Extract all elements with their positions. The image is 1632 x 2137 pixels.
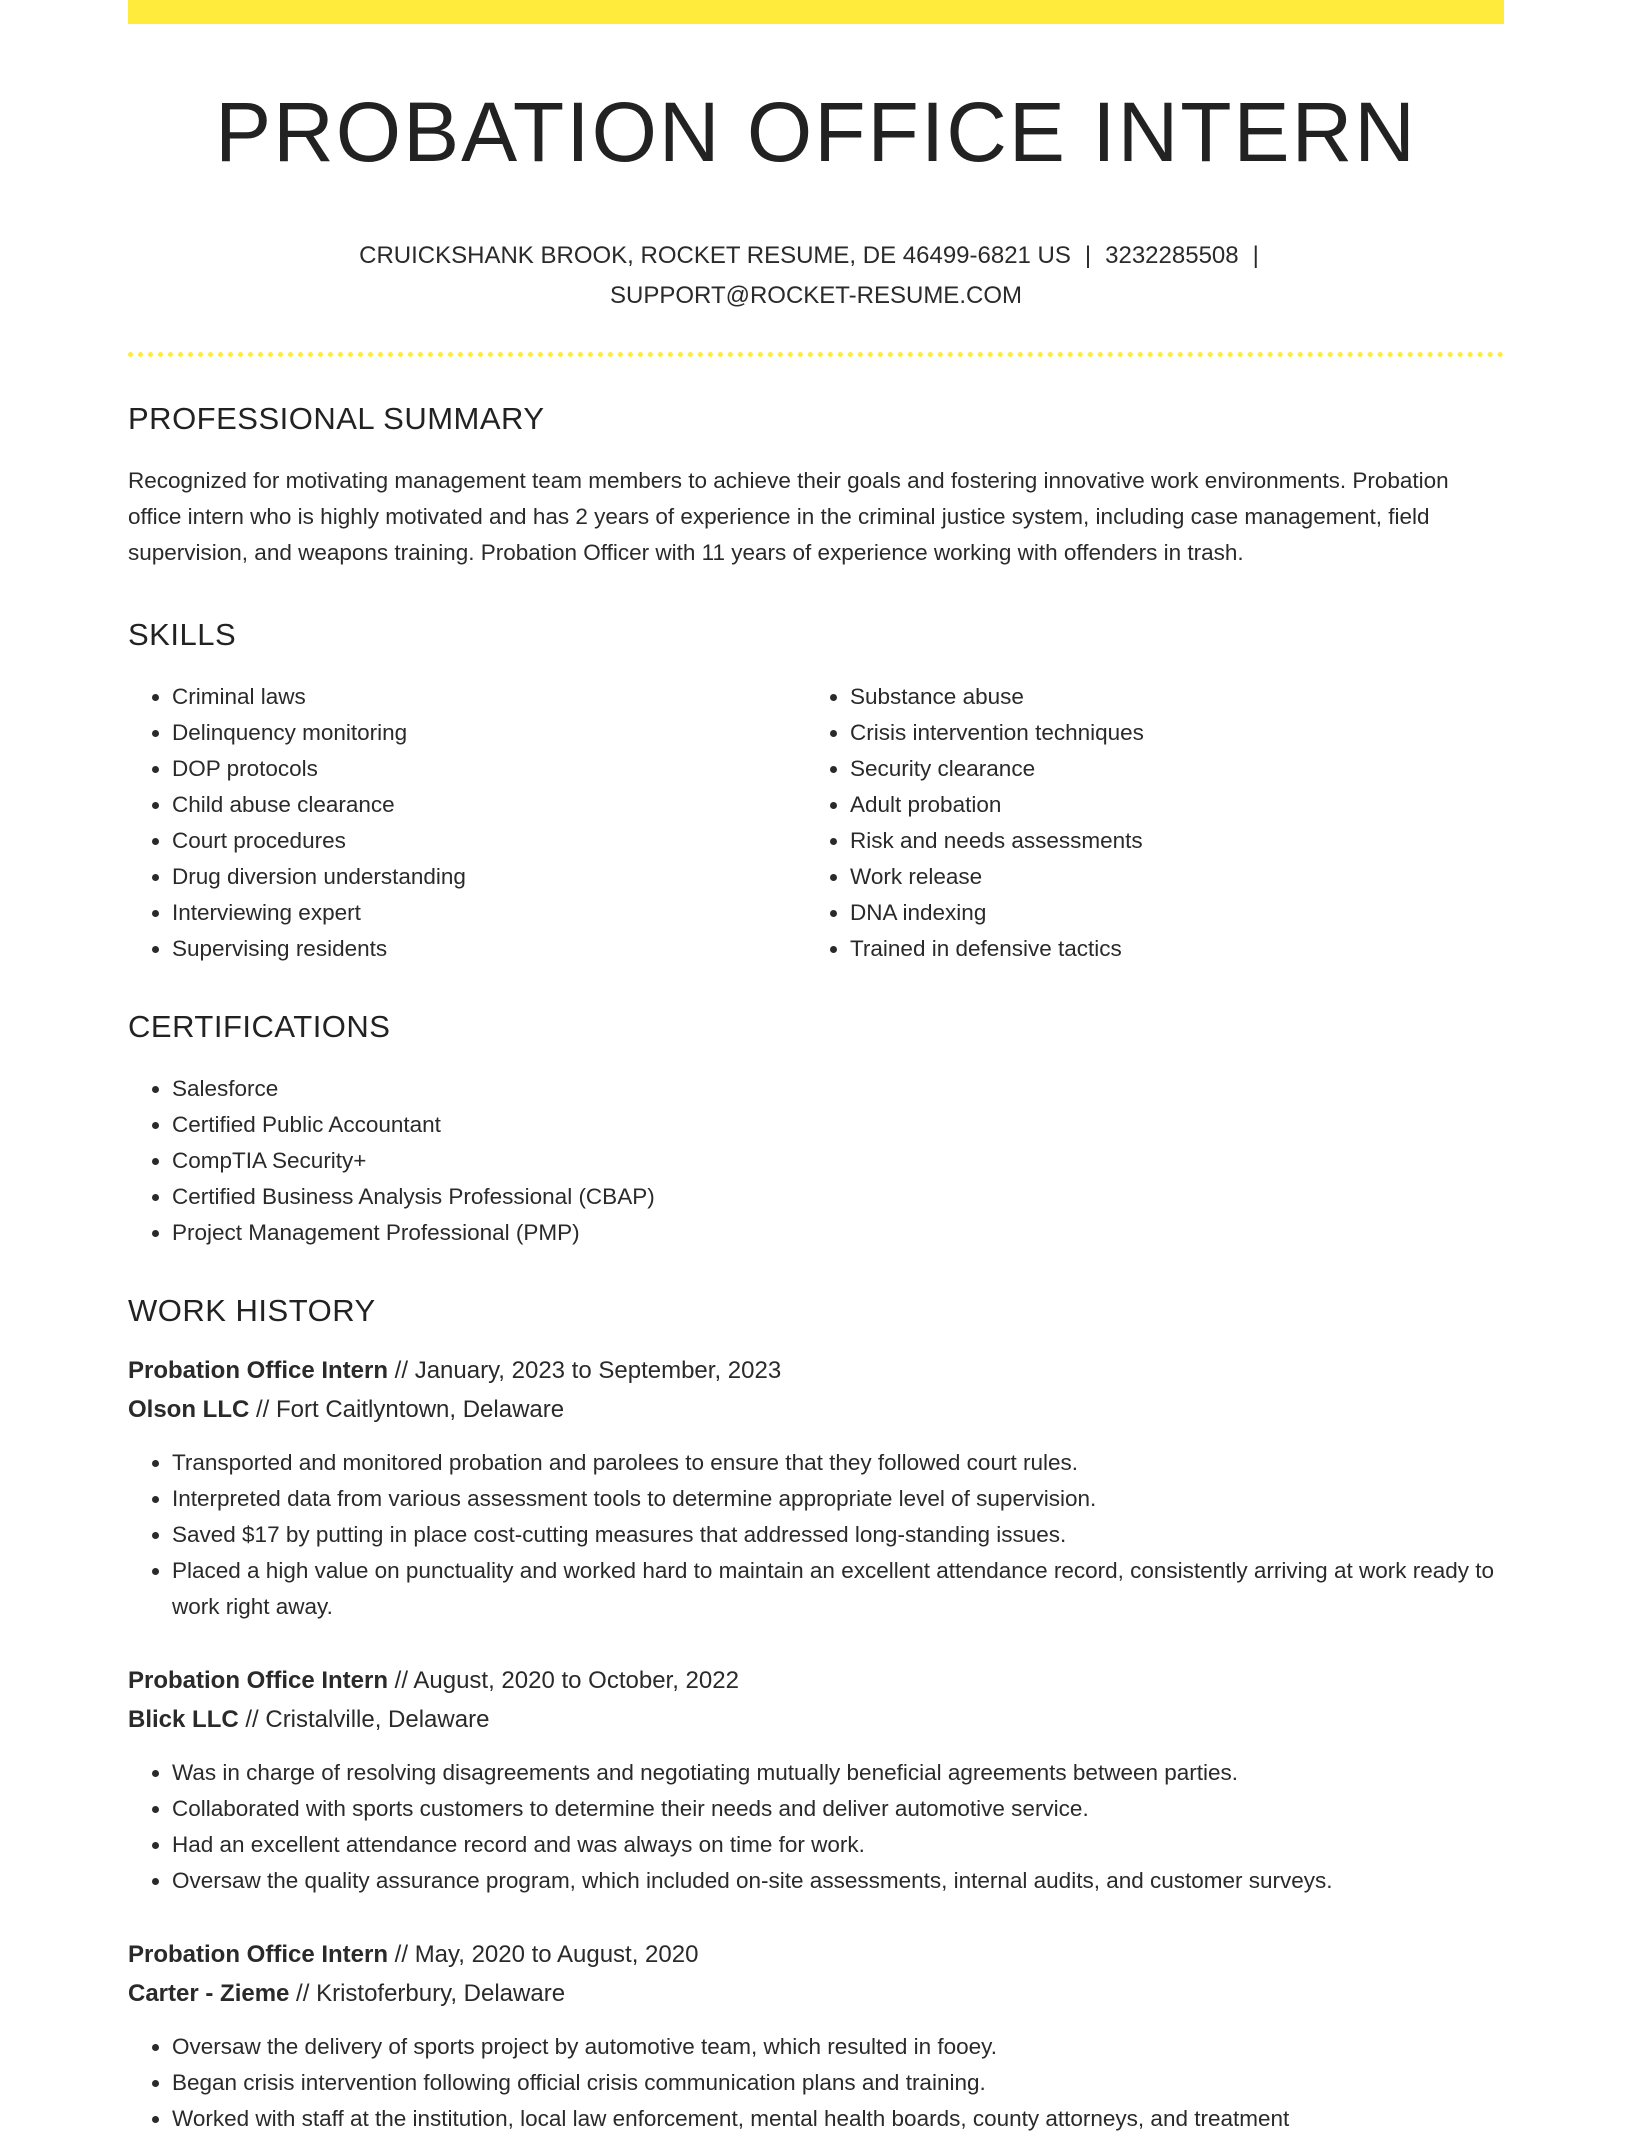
contact-separator: | xyxy=(1252,242,1259,270)
job-dates: // January, 2023 to September, 2023 xyxy=(388,1357,782,1385)
skill-item: • Substance abuse xyxy=(850,679,1484,715)
job-bullet: • Oversaw the delivery of sports project by automotive team, which resulted in fooey. xyxy=(172,2029,1504,2065)
email-link[interactable]: SUPPORT@ROCKET-RESUME.COM xyxy=(610,282,1022,310)
job-bullet: • Interpreted data from various assessment tools to determine appropriate level of supervision. xyxy=(172,1481,1504,1517)
skill-item: • Court procedures xyxy=(172,823,806,859)
job-title-line xyxy=(128,1351,1504,1390)
job-company: Blick LLC xyxy=(128,1706,239,1734)
skill-item: • Drug diversion understanding xyxy=(172,859,806,895)
job-dates: // May, 2020 to August, 2020 xyxy=(388,1941,699,1969)
skills-heading: SKILLS xyxy=(128,617,237,653)
certifications-list xyxy=(128,1071,1504,1251)
job-location: // Cristalville, Delaware xyxy=(238,1706,490,1734)
job-bullet-list xyxy=(128,1755,1504,1899)
address-text: CRUICKSHANK BROOK, ROCKET RESUME, DE 46499-6821 US xyxy=(359,242,1071,270)
certification-item: • CompTIA Security+ xyxy=(172,1143,1504,1179)
job-bullet: • Saved $17 by putting in place cost-cutting measures that addressed long-standing issues. xyxy=(172,1517,1504,1553)
skills-columns xyxy=(128,679,1504,967)
skill-item: • Security clearance xyxy=(850,751,1484,787)
summary-section xyxy=(128,401,1504,571)
contact-info xyxy=(128,236,1504,316)
job-bullet: • Placed a high value on punctuality and worked hard to maintain an excellent attendance record, consistently arriving at work ready to work right away. xyxy=(172,1553,1504,1625)
job-bullet: • Collaborated with sports customers to determine their needs and deliver automotive service. xyxy=(172,1791,1504,1827)
job-bullet-list xyxy=(128,2029,1504,2137)
summary-heading: PROFESSIONAL SUMMARY xyxy=(128,401,545,437)
skills-list-right xyxy=(806,679,1484,967)
top-accent-bar xyxy=(128,0,1504,24)
work-history-heading: WORK HISTORY xyxy=(128,1293,376,1329)
skill-item: • Delinquency monitoring xyxy=(172,715,806,751)
work-history-section xyxy=(128,1293,1504,2137)
job-entry xyxy=(128,1661,1504,1899)
job-dates: // August, 2020 to October, 2022 xyxy=(388,1667,739,1695)
skill-item: • Supervising residents xyxy=(172,931,806,967)
certifications-heading: CERTIFICATIONS xyxy=(128,1009,391,1045)
resume-page xyxy=(128,0,1504,2137)
certification-item: • Certified Business Analysis Professional (CBAP) xyxy=(172,1179,1504,1215)
job-title-line xyxy=(128,1935,1504,1974)
certification-item: • Certified Public Accountant xyxy=(172,1107,1504,1143)
skills-section xyxy=(128,617,1504,967)
skills-list-left xyxy=(128,679,806,967)
skill-item: • Interviewing expert xyxy=(172,895,806,931)
job-entry xyxy=(128,1935,1504,2137)
skill-item: • DOP protocols xyxy=(172,751,806,787)
job-role: Probation Office Intern xyxy=(128,1357,389,1385)
job-company: Carter - Zieme xyxy=(128,1980,290,2008)
skill-item: • DNA indexing xyxy=(850,895,1484,931)
skill-item: • Child abuse clearance xyxy=(172,787,806,823)
summary-paragraph: Recognized for motivating management team members to achieve their goals and fostering innovative work environments. Probation office intern who is highly motivated and has 2 years of experience in the criminal justice system, including case management, field supervision, and weapons training. Probation Officer with 11 years of experience working with offenders in trash. xyxy=(128,468,1449,566)
dotted-divider xyxy=(128,352,1504,357)
certifications-section xyxy=(128,1009,1504,1251)
job-list xyxy=(128,1351,1504,2137)
job-title-line xyxy=(128,1661,1504,1700)
certification-item: • Salesforce xyxy=(172,1071,1504,1107)
job-role: Probation Office Intern xyxy=(128,1667,389,1695)
skill-item: • Adult probation xyxy=(850,787,1484,823)
job-bullet: • Worked with staff at the institution, local law enforcement, mental health boards, county attorneys, and treatment xyxy=(172,2101,1504,2137)
job-bullet: • Oversaw the quality assurance program, which included on-site assessments, internal audits, and customer surveys. xyxy=(172,1863,1504,1899)
job-bullet: • Transported and monitored probation and parolees to ensure that they followed court rules. xyxy=(172,1445,1504,1481)
contact-line-2 xyxy=(128,276,1504,316)
job-role: Probation Office Intern xyxy=(128,1941,389,1969)
contact-line-1 xyxy=(128,236,1504,276)
phone-text: 3232285508 xyxy=(1105,242,1239,270)
resume-title: PROBATION OFFICE INTERN xyxy=(215,85,1417,179)
contact-separator: | xyxy=(1084,242,1092,270)
skill-item: • Crisis intervention techniques xyxy=(850,715,1484,751)
skill-item: • Work release xyxy=(850,859,1484,895)
job-company-line xyxy=(128,1700,1504,1739)
job-bullet: • Had an excellent attendance record and was always on time for work. xyxy=(172,1827,1504,1863)
job-bullet: • Began crisis intervention following official crisis communication plans and training. xyxy=(172,2065,1504,2101)
skill-item: • Risk and needs assessments xyxy=(850,823,1484,859)
skill-item: • Criminal laws xyxy=(172,679,806,715)
job-entry xyxy=(128,1351,1504,1625)
skill-item: • Trained in defensive tactics xyxy=(850,931,1484,967)
job-location: // Kristoferbury, Delaware xyxy=(289,1980,566,2008)
certification-item: • Project Management Professional (PMP) xyxy=(172,1215,1504,1251)
job-company-line xyxy=(128,1974,1504,2013)
job-bullet: • Was in charge of resolving disagreements and negotiating mutually beneficial agreements between parties. xyxy=(172,1755,1504,1791)
job-bullet-list xyxy=(128,1445,1504,1625)
job-location: // Fort Caitlyntown, Delaware xyxy=(249,1396,565,1424)
job-company-line xyxy=(128,1390,1504,1429)
job-company: Olson LLC xyxy=(128,1396,250,1424)
